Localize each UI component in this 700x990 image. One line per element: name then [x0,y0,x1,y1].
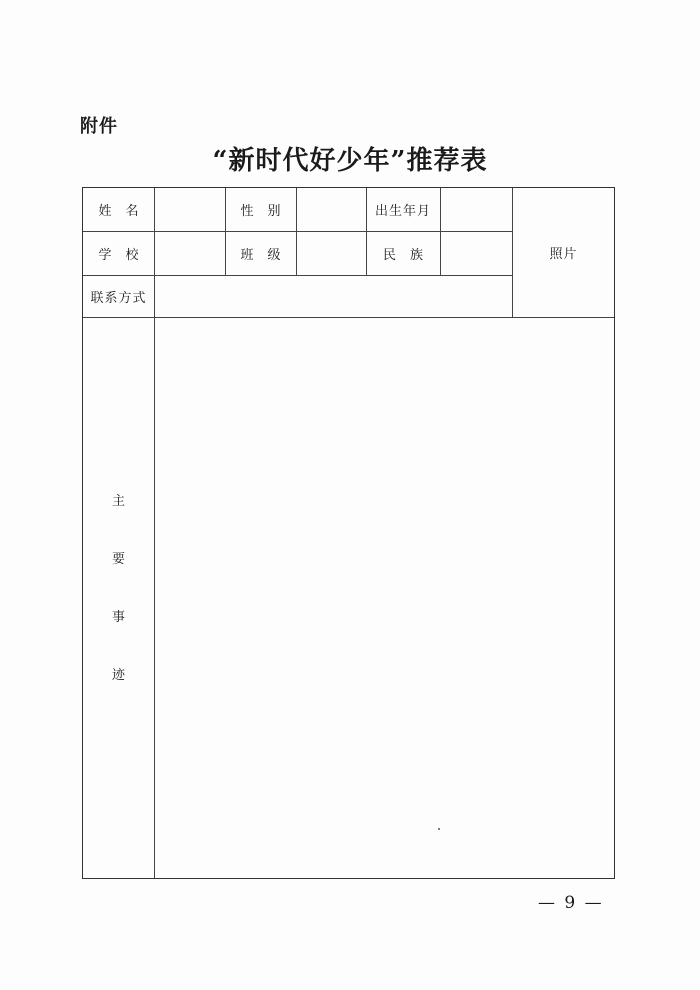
page-number: — 9 — [538,893,604,913]
main-deeds-label [83,490,154,722]
ethnicity-label: 民族 [382,248,437,263]
main-deeds-field[interactable] [155,318,614,878]
school-label: 学校 [98,248,153,263]
recommendation-form-table [82,187,615,879]
class-label: 班级 [240,248,295,263]
main-deeds-char: 迹 [111,668,125,683]
name-label: 姓名 [98,204,153,219]
main-deeds-char: 事 [111,610,125,625]
birth-label: 出生年月 [374,204,431,219]
photo-label: 照片 [549,247,578,262]
main-deeds-char: 主 [111,494,125,509]
attachment-label: 附件 [80,116,118,137]
document-title: “新时代好少年”推荐表 [212,146,488,176]
gender-field[interactable] [297,188,366,231]
ethnicity-field[interactable] [441,232,512,275]
contact-label: 联系方式 [90,291,147,306]
scan-speck [438,828,440,830]
birth-field[interactable] [441,188,512,231]
main-deeds-char: 要 [111,552,125,567]
contact-field[interactable] [155,276,512,317]
name-field[interactable] [155,188,225,231]
gender-label: 性别 [240,204,295,219]
school-field[interactable] [155,232,225,275]
class-field[interactable] [297,232,366,275]
